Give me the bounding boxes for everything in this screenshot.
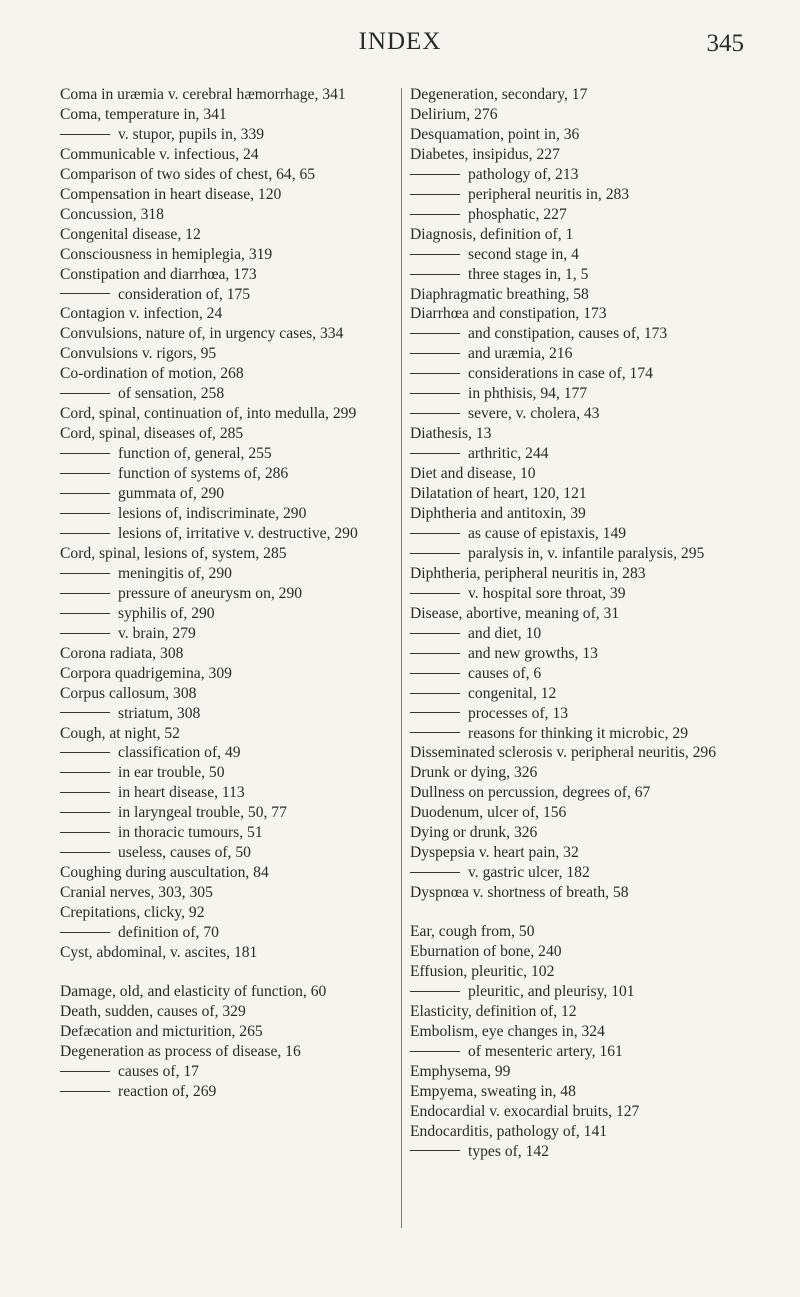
repeat-dash [60, 533, 110, 534]
index-subentry [60, 803, 395, 823]
entry-text: Cough, at night, 52 [60, 724, 180, 742]
entry-text: Diabetes, insipidus, 227 [410, 145, 560, 163]
index-subentry [60, 923, 395, 943]
index-subentry [410, 265, 735, 285]
entry-text: congenital, 12 [468, 684, 557, 702]
index-entry [410, 564, 735, 584]
index-subentry [60, 1082, 395, 1102]
index-subentry [410, 644, 735, 664]
index-entry [60, 943, 395, 963]
entry-text: Diphtheria, peripheral neuritis in, 283 [410, 564, 646, 582]
index-entry [410, 823, 735, 843]
entry-text: Cord, spinal, diseases of, 285 [60, 425, 244, 443]
index-subentry [60, 763, 395, 783]
entry-text: reasons for thinking it microbic, 29 [468, 724, 689, 742]
index-entry [60, 344, 395, 364]
entry-text: Cranial nerves, 303, 305 [60, 884, 213, 902]
repeat-dash [410, 254, 460, 255]
index-subentry [410, 1042, 735, 1062]
repeat-dash [60, 752, 110, 753]
index-entry [60, 324, 395, 344]
entry-text: Duodenum, ulcer of, 156 [410, 804, 567, 822]
entry-text: Coma, temperature in, 341 [60, 105, 227, 123]
index-subentry [60, 444, 395, 464]
entry-text: Ear, cough from, 50 [410, 923, 535, 941]
index-subentry [410, 544, 735, 564]
index-entry [60, 304, 395, 324]
entry-text: and constipation, causes of, 173 [468, 325, 668, 343]
entry-text: second stage in, 4 [468, 245, 579, 263]
index-entry [60, 664, 395, 684]
entry-text: Convulsions v. rigors, 95 [60, 345, 217, 363]
repeat-dash [60, 293, 110, 294]
entry-text: striatum, 308 [118, 704, 201, 722]
index-subentry [60, 604, 395, 624]
entry-text: Endocarditis, pathology of, 141 [410, 1122, 608, 1140]
index-entry [410, 743, 735, 763]
entry-text: Cord, spinal, continuation of, into medulla, 299 [60, 405, 357, 423]
repeat-dash [410, 872, 460, 873]
entry-text: Diet and disease, 10 [410, 465, 536, 483]
index-column-right [410, 85, 735, 1162]
index-subentry [60, 464, 395, 484]
index-entry [410, 883, 735, 903]
repeat-dash [60, 493, 110, 494]
repeat-dash [60, 593, 110, 594]
entry-text: severe, v. cholera, 43 [468, 405, 600, 423]
entry-text: peripheral neuritis in, 283 [468, 185, 630, 203]
entry-text: three stages in, 1, 5 [468, 265, 589, 283]
index-subentry [60, 285, 395, 305]
index-entry [410, 1022, 735, 1042]
entry-text: Dilatation of heart, 120, 121 [410, 485, 587, 503]
entry-text: Degeneration, secondary, 17 [410, 86, 588, 103]
entry-text: Diathesis, 13 [410, 425, 492, 443]
index-entry [60, 225, 395, 245]
entry-text: Eburnation of bone, 240 [410, 943, 562, 961]
index-entry [60, 145, 395, 165]
entry-text: Elasticity, definition of, 12 [410, 1002, 577, 1020]
page-header [0, 28, 800, 68]
index-subentry [60, 484, 395, 504]
entry-text: causes of, 17 [118, 1062, 199, 1080]
index-entry [60, 165, 395, 185]
entry-text: Endocardial v. exocardial bruits, 127 [410, 1102, 640, 1120]
entry-text: function of, general, 255 [118, 445, 272, 463]
repeat-dash [410, 653, 460, 654]
index-entry [60, 185, 395, 205]
repeat-dash [410, 333, 460, 334]
repeat-dash [60, 513, 110, 514]
index-subentry [60, 1062, 395, 1082]
entry-text: function of systems of, 286 [118, 465, 289, 483]
index-entry [410, 105, 735, 125]
index-entry [60, 1022, 395, 1042]
index-entry [60, 245, 395, 265]
entry-text: Dullness on percussion, degrees of, 67 [410, 784, 651, 802]
index-subentry [410, 324, 735, 344]
entry-text: Degeneration as process of disease, 16 [60, 1042, 301, 1060]
index-entry [410, 1002, 735, 1022]
index-entry [410, 285, 735, 305]
index-subentry [60, 564, 395, 584]
entry-text: paralysis in, v. infantile paralysis, 295 [468, 544, 705, 562]
repeat-dash [60, 613, 110, 614]
entry-text: consideration of, 175 [118, 285, 251, 303]
entry-text: Dying or drunk, 326 [410, 824, 538, 842]
repeat-dash [60, 792, 110, 793]
repeat-dash [60, 453, 110, 454]
entry-text: v. stupor, pupils in, 339 [118, 125, 265, 143]
entry-text: Comparison of two sides of chest, 64, 65 [60, 165, 316, 183]
index-entry [410, 803, 735, 823]
entry-text: Constipation and diarrhœa, 173 [60, 265, 257, 283]
index-subentry [60, 624, 395, 644]
index-subentry [410, 664, 735, 684]
entry-text: Corpora quadrigemina, 309 [60, 664, 232, 682]
repeat-dash [410, 373, 460, 374]
repeat-dash [60, 633, 110, 634]
column-divider [401, 88, 402, 1228]
repeat-dash [410, 353, 460, 354]
index-subentry [410, 444, 735, 464]
entry-text: Consciousness in hemiplegia, 319 [60, 245, 273, 263]
entry-text: causes of, 6 [468, 664, 542, 682]
repeat-dash [60, 852, 110, 853]
entry-text: reaction of, 269 [118, 1082, 217, 1100]
index-entry [410, 942, 735, 962]
repeat-dash [60, 772, 110, 773]
index-entry [60, 105, 395, 125]
entry-text: Co-ordination of motion, 268 [60, 365, 244, 383]
entry-text: Disease, abortive, meaning of, 31 [410, 604, 620, 622]
repeat-dash [410, 214, 460, 215]
index-subentry [410, 165, 735, 185]
entry-text: v. brain, 279 [118, 624, 196, 642]
repeat-dash [410, 1051, 460, 1052]
index-entry [60, 724, 395, 744]
index-entry [60, 903, 395, 923]
index-entry [60, 544, 395, 564]
entry-text: in thoracic tumours, 51 [118, 824, 263, 842]
repeat-dash [410, 453, 460, 454]
index-entry [410, 484, 735, 504]
entry-text: Congenital disease, 12 [60, 225, 201, 243]
repeat-dash [410, 673, 460, 674]
repeat-dash [410, 712, 460, 713]
index-subentry [410, 704, 735, 724]
index-entry [60, 85, 395, 105]
index-entry [410, 604, 735, 624]
repeat-dash [410, 991, 460, 992]
repeat-dash [60, 832, 110, 833]
repeat-dash [410, 593, 460, 594]
repeat-dash [410, 174, 460, 175]
entry-text: Convulsions, nature of, in urgency cases, 334 [60, 325, 344, 343]
entry-text: Coma in uræmia v. cerebral hæmorrhage, 341 [60, 86, 346, 103]
index-entry [60, 684, 395, 704]
repeat-dash [410, 1150, 460, 1151]
index-subentry [60, 584, 395, 604]
index-subentry [410, 364, 735, 384]
index-entry [410, 962, 735, 982]
entry-text: Corpus callosum, 308 [60, 684, 197, 702]
entry-text: Dyspepsia v. heart pain, 32 [410, 844, 579, 862]
index-subentry [410, 584, 735, 604]
entry-text: Cyst, abdominal, v. ascites, 181 [60, 943, 258, 961]
index-entry [60, 265, 395, 285]
repeat-dash [410, 274, 460, 275]
index-subentry [410, 982, 735, 1002]
index-entry [60, 863, 395, 883]
entry-text: Contagion v. infection, 24 [60, 305, 223, 323]
repeat-dash [60, 134, 110, 135]
index-entry [410, 1062, 735, 1082]
index-subentry [410, 205, 735, 225]
index-entry [60, 424, 395, 444]
entry-text: pressure of aneurysm on, 290 [118, 584, 303, 602]
entry-text: gummata of, 290 [118, 485, 225, 503]
repeat-dash [410, 533, 460, 534]
section-gap [60, 963, 395, 982]
index-subentry [410, 524, 735, 544]
entry-text: Delirium, 276 [410, 105, 498, 123]
entry-text: of sensation, 258 [118, 385, 225, 403]
index-subentry [60, 743, 395, 763]
entry-text: syphilis of, 290 [118, 604, 215, 622]
index-subentry [60, 843, 395, 863]
repeat-dash [410, 413, 460, 414]
index-entry [410, 843, 735, 863]
repeat-dash [60, 812, 110, 813]
repeat-dash [410, 693, 460, 694]
index-entry [410, 125, 735, 145]
entry-text: Defæcation and micturition, 265 [60, 1022, 263, 1040]
entry-text: Empyema, sweating in, 48 [410, 1082, 576, 1100]
repeat-dash [410, 732, 460, 733]
section-gap [410, 903, 735, 922]
index-entry [60, 404, 395, 424]
repeat-dash [60, 712, 110, 713]
entry-text: Coughing during auscultation, 84 [60, 864, 269, 882]
entry-text: Drunk or dying, 326 [410, 764, 538, 782]
index-subentry [410, 404, 735, 424]
entry-text: useless, causes of, 50 [118, 844, 251, 862]
index-entry [60, 1002, 395, 1022]
entry-text: Desquamation, point in, 36 [410, 125, 580, 143]
repeat-dash [60, 1091, 110, 1092]
index-subentry [410, 384, 735, 404]
index-entry [60, 982, 395, 1002]
index-column-left [60, 85, 395, 1102]
entry-text: as cause of epistaxis, 149 [468, 524, 627, 542]
index-subentry [60, 783, 395, 803]
repeat-dash [60, 473, 110, 474]
entry-text: Damage, old, and elasticity of function, 60 [60, 982, 327, 1000]
entry-text: lesions of, indiscriminate, 290 [118, 505, 307, 523]
entry-text: Compensation in heart disease, 120 [60, 185, 282, 203]
index-entry [410, 783, 735, 803]
index-entry [410, 145, 735, 165]
repeat-dash [410, 553, 460, 554]
index-subentry [60, 125, 395, 145]
entry-text: Death, sudden, causes of, 329 [60, 1002, 246, 1020]
entry-text: pathology of, 213 [468, 165, 579, 183]
index-subentry [410, 863, 735, 883]
index-subentry [60, 704, 395, 724]
entry-text: Diphtheria and antitoxin, 39 [410, 505, 586, 523]
entry-text: arthritic, 244 [468, 445, 549, 463]
index-entry [410, 763, 735, 783]
repeat-dash [60, 573, 110, 574]
entry-text: Concussion, 318 [60, 205, 164, 223]
repeat-dash [60, 1071, 110, 1072]
index-entry [410, 225, 735, 245]
index-entry [60, 883, 395, 903]
entry-text: Crepitations, clicky, 92 [60, 904, 205, 922]
entry-text: meningitis of, 290 [118, 564, 232, 582]
entry-text: definition of, 70 [118, 924, 219, 942]
index-subentry [410, 344, 735, 364]
entry-text: in phthisis, 94, 177 [468, 385, 588, 403]
index-subentry [410, 1142, 735, 1162]
entry-text: Corona radiata, 308 [60, 644, 184, 662]
repeat-dash [60, 932, 110, 933]
index-entry [60, 364, 395, 384]
repeat-dash [60, 393, 110, 394]
index-subentry [60, 524, 395, 544]
entry-text: of mesenteric artery, 161 [468, 1042, 623, 1060]
entry-text: processes of, 13 [468, 704, 569, 722]
index-entry [410, 1122, 735, 1142]
index-entry [410, 922, 735, 942]
index-entry [60, 1042, 395, 1062]
entry-text: Diagnosis, definition of, 1 [410, 225, 574, 243]
entry-text: in ear trouble, 50 [118, 764, 225, 782]
entry-text: types of, 142 [468, 1142, 549, 1160]
entry-text: in heart disease, 113 [118, 784, 245, 802]
entry-text: and uræmia, 216 [468, 345, 573, 363]
entry-text: Dyspnœa v. shortness of breath, 58 [410, 884, 629, 902]
index-entry [60, 644, 395, 664]
repeat-dash [410, 194, 460, 195]
index-entry [410, 1102, 735, 1122]
index-subentry [60, 384, 395, 404]
index-subentry [60, 504, 395, 524]
index-subentry [60, 823, 395, 843]
entry-text: Cord, spinal, lesions of, system, 285 [60, 544, 287, 562]
index-subentry [410, 684, 735, 704]
entry-text: considerations in case of, 174 [468, 365, 653, 383]
entry-text: Emphysema, 99 [410, 1062, 511, 1080]
entry-text: classification of, 49 [118, 744, 241, 762]
entry-text: in laryngeal trouble, 50, 77 [118, 804, 287, 822]
index-subentry [410, 185, 735, 205]
entry-text: Communicable v. infectious, 24 [60, 145, 259, 163]
index-subentry [410, 245, 735, 265]
page-number: 345 [706, 30, 744, 57]
entry-text: Diaphragmatic breathing, 58 [410, 285, 589, 303]
index-subentry [410, 724, 735, 744]
index-entry [410, 424, 735, 444]
index-entry [410, 464, 735, 484]
entry-text: lesions of, irritative v. destructive, 290 [118, 524, 358, 542]
entry-text: Effusion, pleuritic, 102 [410, 962, 555, 980]
entry-text: Embolism, eye changes in, 324 [410, 1022, 605, 1040]
entry-text: v. hospital sore throat, 39 [468, 584, 626, 602]
entry-text: Disseminated sclerosis v. peripheral neuritis, 296 [410, 744, 717, 762]
index-entry [60, 205, 395, 225]
entry-text: Diarrhœa and constipation, 173 [410, 305, 607, 323]
page-title: INDEX [358, 28, 442, 55]
entry-text: pleuritic, and pleurisy, 101 [468, 982, 635, 1000]
entry-text: v. gastric ulcer, 182 [468, 864, 590, 882]
index-entry [410, 304, 735, 324]
entry-text: and diet, 10 [468, 624, 542, 642]
index-subentry [410, 624, 735, 644]
entry-text: and new growths, 13 [468, 644, 598, 662]
entry-text: phosphatic, 227 [468, 205, 567, 223]
repeat-dash [410, 633, 460, 634]
repeat-dash [410, 393, 460, 394]
index-entry [410, 85, 735, 105]
index-entry [410, 1082, 735, 1102]
index-entry [410, 504, 735, 524]
